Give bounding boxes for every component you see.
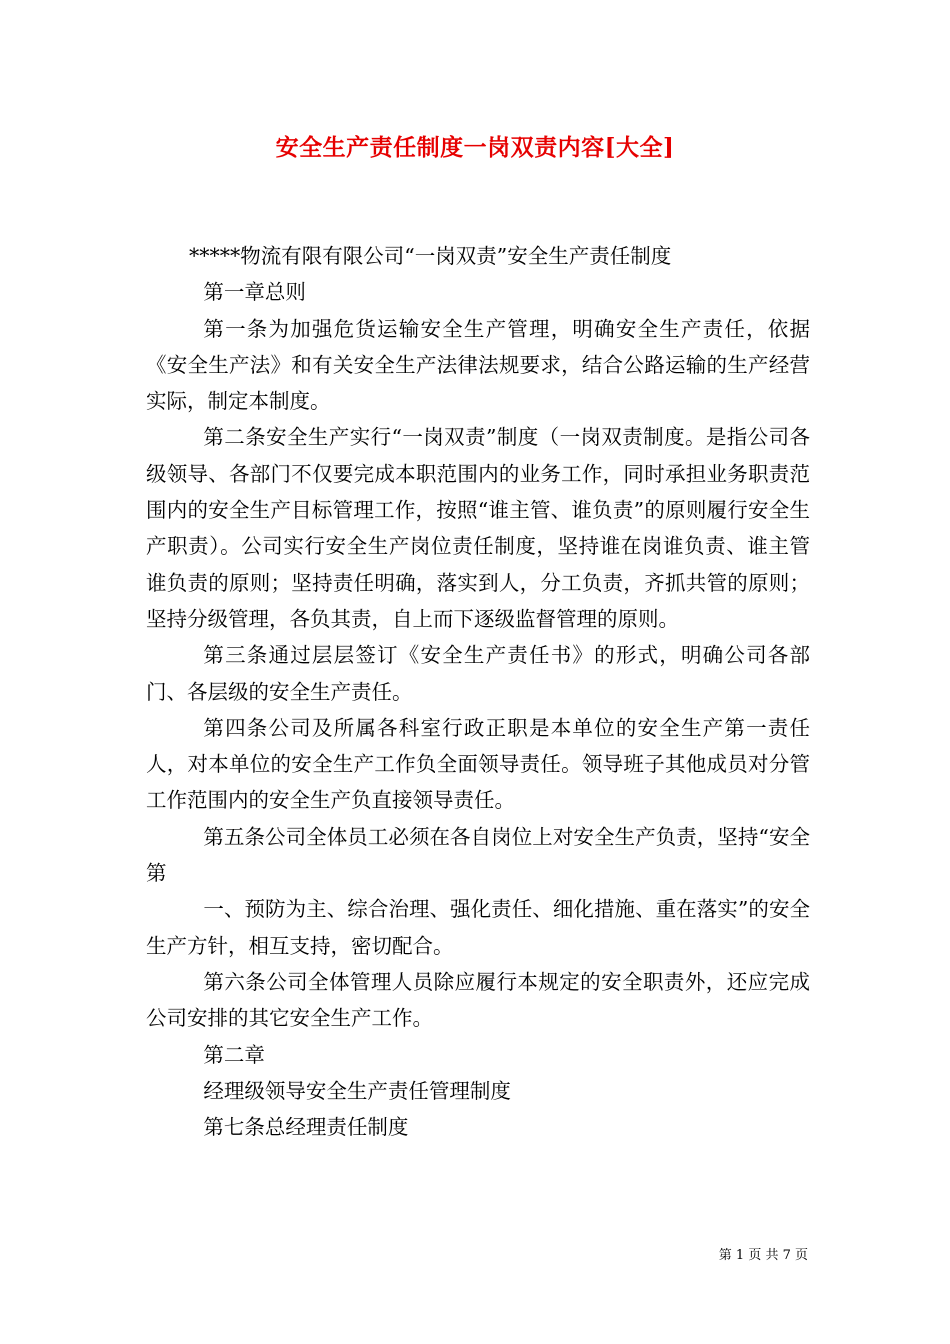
paragraph-article-5-cont: 一、预防为主、综合治理、强化责任、细化措施、重在落实”的安全生产方针，相互支持，密切配合。 [146,897,810,958]
paragraph-article-1: 第一条为加强危货运输安全生产管理，明确安全生产责任，依据《安全生产法》和有关安全生产法律法规要求，结合公路运输的生产经营实际，制定本制度。 [146,316,810,414]
paragraph-article-3: 第三条通过层层签订《安全生产责任书》的形式，明确公司各部门、各层级的安全生产责任。 [146,643,810,704]
document-title: 安全生产责任制度一岗双责内容[大全] [275,134,675,161]
page-number-footer: 第 1 页 共 7 页 [718,1248,808,1263]
paragraph-article-7: 第七条总经理责任制度 [203,1115,409,1140]
paragraph-chapter-1: 第一章总则 [203,280,306,305]
paragraph-article-4: 第四条公司及所属各科室行政正职是本单位的安全生产第一责任人，对本单位的安全生产工作负全面领导责任。领导班子其他成员对分管工作范围内的安全生产负直接领导责任。 [146,715,810,813]
paragraph-article-2: 第二条安全生产实行“一岗双责”制度（一岗双责制度。是指公司各级领导、各部门不仅要完成本职范围内的业务工作，同时承担业务职责范围内的安全生产目标管理工作，按照“谁主管、谁负责”的原则履行安全生产职责）。公司实行安全生产岗位责任制度，坚持谁在岗谁负责、谁主管谁负责的原则；坚持责任明确，落实到人，分工负责，齐抓共管的原则；坚持分级管理，各负其责，自上而下逐级监督管理的原则。 [146,425,810,631]
paragraph-article-6: 第六条公司全体管理人员除应履行本规定的安全职责外，还应完成公司安排的其它安全生产工作。 [146,969,810,1031]
paragraph-company-title: *****物流有限有限公司“一岗双责”安全生产责任制度 [189,244,672,268]
paragraph-article-5: 第五条公司全体员工必须在各自岗位上对安全生产负责，坚持“安全第 [146,824,810,886]
paragraph-chapter-2: 第二章 [203,1042,265,1067]
paragraph-chapter-2-title: 经理级领导安全生产责任管理制度 [203,1078,511,1103]
document-body [146,238,810,1145]
